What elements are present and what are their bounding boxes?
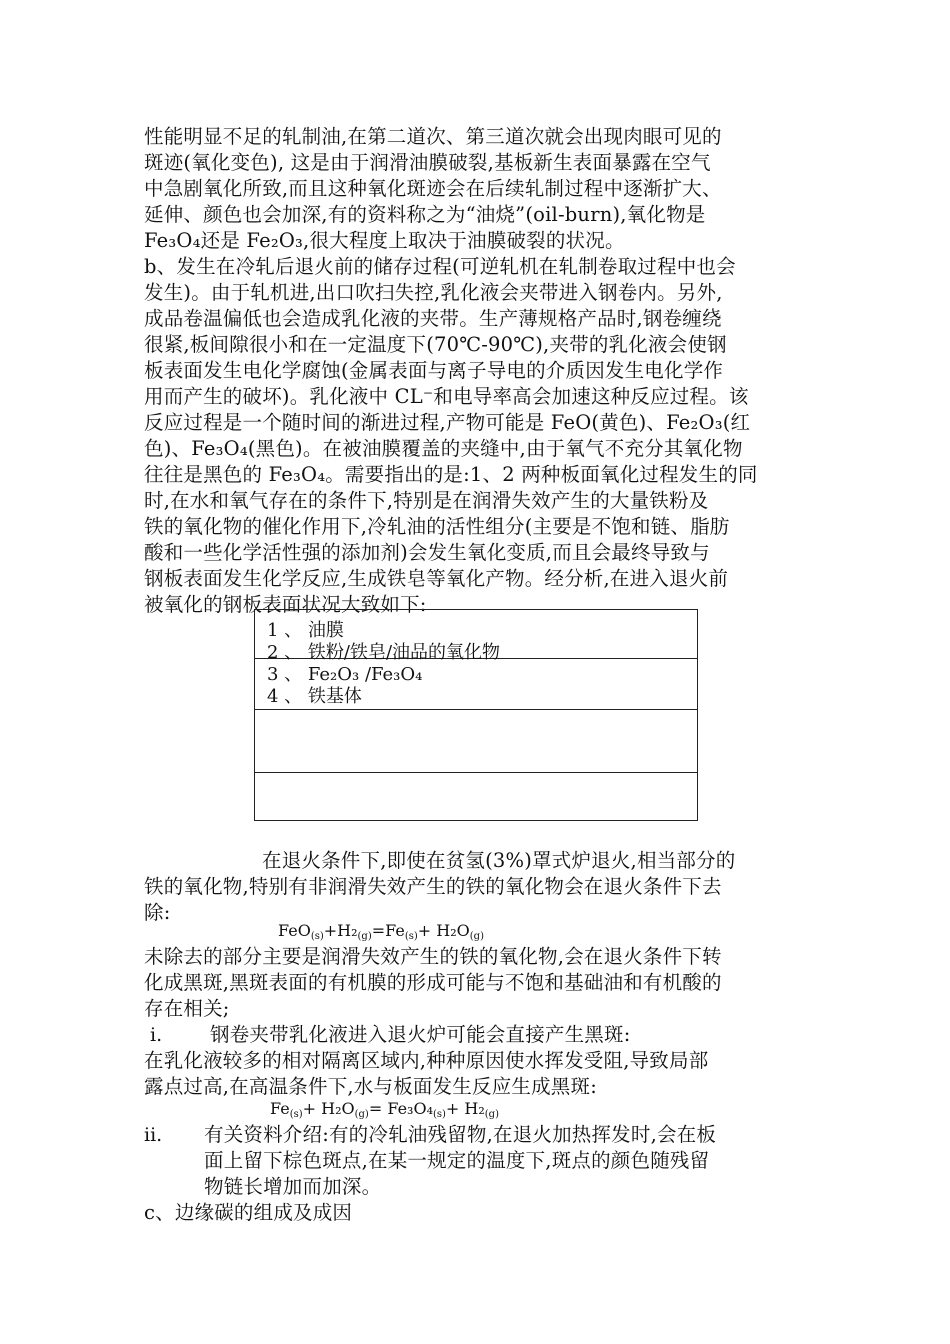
eq-term: =Fe	[371, 921, 405, 940]
text-line: 物链长增加而加深。	[204, 1175, 382, 1198]
text-line: 酸和一些化学活性强的添加剂)会发生氧化变质,而且会最终导致与	[144, 541, 710, 564]
list-number-i: i.	[150, 1024, 163, 1046]
list-item-i: 钢卷夹带乳化液进入退火炉可能会直接产生黑斑:	[210, 1023, 631, 1046]
text-line: 性能明显不足的轧制油,在第二道次、第三道次就会出现肉眼可见的	[144, 125, 722, 148]
text-line: 反应过程是一个随时间的渐进过程,产物可能是 FeO(黄色)、Fe₂O₃(红	[144, 411, 751, 434]
eq-term: = Fe₃O₄	[368, 1099, 433, 1118]
text-line: 露点过高,在高温条件下,水与板面发生反应生成黑斑:	[144, 1075, 597, 1098]
eq-term: Fe	[270, 1099, 290, 1118]
text-line: 很紧,板间隙很小和在一定温度下(70℃-90℃),夹带的乳化液会使钢	[144, 333, 727, 356]
text-line: 存在相关;	[144, 997, 230, 1020]
eq-state: (g)	[354, 1109, 369, 1120]
text-line: 用而产生的破坏)。乳化液中 CL⁻和电导率高会加速这种反应过程。该	[144, 385, 749, 408]
surface-layer-diagram	[254, 609, 698, 821]
text-line: 除:	[144, 901, 171, 924]
eq-term: + H₂O	[417, 921, 470, 940]
text-line: 面上留下棕色斑点,在某一规定的温度下,斑点的颜色随残留	[204, 1149, 710, 1172]
text-line: 在退火条件下,即使在贫氢(3%)罩式炉退火,相当部分的	[262, 849, 736, 872]
text-line: 斑迹(氧化变色), 这是由于润滑油膜破裂,基板新生表面暴露在空气	[144, 151, 711, 174]
layer-label-iron-oxide: 3 、 Fe₂O₃ /Fe₃O₄	[267, 664, 423, 685]
eq-term: + H₂	[445, 1099, 485, 1118]
text-line: 延伸、颜色也会加深,有的资料称之为“油烧”(oil-burn),氧化物是	[144, 203, 706, 226]
eq-term: +H₂	[323, 921, 358, 940]
text-line: 往往是黑色的 Fe₃O₄。需要指出的是:1、2 两种板面氧化过程发生的同	[144, 463, 758, 486]
text-line: 铁的氧化物,特别有非润滑失效产生的铁的氧化物会在退火条件下去	[144, 875, 722, 898]
layer-label-iron-base: 4 、 铁基体	[267, 686, 362, 707]
eq-state: (g)	[484, 1109, 499, 1120]
text-line: Fe₃O₄还是 Fe₂O₃,很大程度上取决于油膜破裂的状况。	[144, 229, 625, 252]
text-line: 铁的氧化物的催化作用下,冷轧油的活性组分(主要是不饱和链、脂肪	[144, 515, 730, 538]
eq-state: (s)	[310, 931, 324, 942]
list-number-ii: ii.	[144, 1124, 163, 1146]
eq-state: (g)	[469, 931, 484, 942]
text-line: 未除去的部分主要是润滑失效产生的铁的氧化物,会在退火条件下转	[144, 945, 722, 968]
text-line: 中急剧氧化所致,而且这种氧化斑迹会在后续轧制过程中逐渐扩大、	[144, 177, 722, 200]
text-line: 有关资料介绍:有的冷轧油残留物,在退火加热挥发时,会在板	[204, 1123, 717, 1146]
text-line: 时,在水和氧气存在的条件下,特别是在润滑失效产生的大量铁粉及	[144, 489, 709, 512]
eq-state: (s)	[432, 1109, 446, 1120]
layer-label-iron-soap: 2 、 铁粉/铁皂/油品的氧化物	[267, 642, 501, 663]
eq-term: + H₂O	[302, 1099, 355, 1118]
text-line: 发生)。由于轧机进,出口吹扫失控,乳化液会夹带进入钢卷内。另外,	[144, 281, 723, 304]
eq-term: FeO	[278, 921, 311, 940]
text-line: 化成黑斑,黑斑表面的有机膜的形成可能与不饱和基础油和有机酸的	[144, 971, 722, 994]
text-line: 钢板表面发生化学反应,生成铁皂等氧化产物。经分析,在进入退火前	[144, 567, 729, 590]
section-heading-c: c、边缘碳的组成及成因	[144, 1201, 353, 1224]
eq-state: (s)	[404, 931, 418, 942]
text-line: 成品卷温偏低也会造成乳化液的夹带。生产薄规格产品时,钢卷缠绕	[144, 307, 722, 330]
text-line: 在乳化液较多的相对隔离区域内,种种原因使水挥发受阻,导致局部	[144, 1049, 709, 1072]
text-line: 色)、Fe₃O₄(黑色)。在被油膜覆盖的夹缝中,由于氧气不充分其氧化物	[144, 437, 743, 460]
divider	[255, 709, 697, 710]
text-line: 板表面发生电化学腐蚀(金属表面与离子导电的介质因发生电化学作	[144, 359, 724, 382]
text-line: 被氧化的钢板表面状况大致如下:	[144, 593, 427, 616]
divider	[255, 772, 697, 773]
text-line: b、发生在冷轧后退火前的储存过程(可逆轧机在轧制卷取过程中也会	[144, 255, 736, 278]
layer-label-oil-film: 1 、 油膜	[267, 620, 344, 641]
eq-state: (g)	[357, 931, 372, 942]
eq-state: (s)	[289, 1109, 303, 1120]
